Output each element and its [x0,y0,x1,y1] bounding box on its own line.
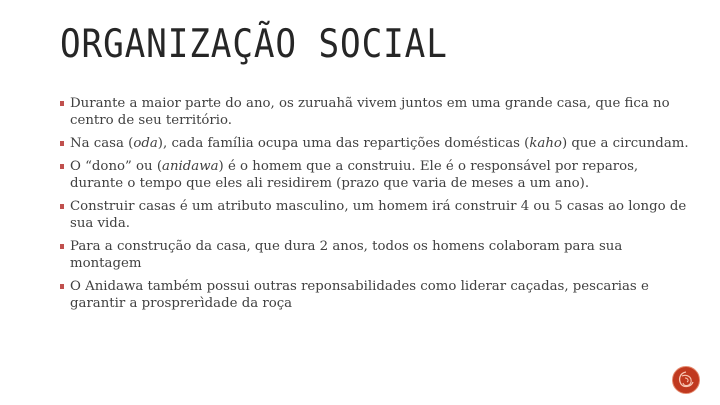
bullet-text: ), cada família ocupa uma das repartições domésticas ( [157,135,530,151]
bullet-text: Durante a maior parte do ano, os zuruahã vivem juntos em uma grande casa, que fica no centro de seu território. [70,96,670,128]
bullet-term: kaho [529,135,562,151]
bullet-text: O “dono” ou ( [70,159,163,175]
bullet-item [60,279,692,313]
bullet-marker-icon [60,204,64,209]
bullet-text: ) é o homem que a construiu. Ele é o responsável por reparos, durante o tempo que eles ali residirem (prazo que varia de meses a um ano). [70,159,639,191]
bullet-item [60,239,692,273]
bullet-text: ) que a circundam. [561,135,689,151]
bullet-marker-icon [60,244,64,249]
swirl-logo-graphic [673,367,699,393]
swirl-logo-icon [672,366,700,394]
bullet-text: Na casa ( [70,135,134,151]
bullet-list [60,96,692,319]
bullet-marker-icon [60,141,64,146]
bullet-item [60,136,692,153]
bullet-item [60,199,692,233]
bullet-marker-icon [60,164,64,169]
bullet-term: oda [133,135,158,151]
bullet-term: anidawa [162,159,219,175]
bullet-text: Construir casas é um atributo masculino, um homem irá construir 4 ou 5 casas ao longo de sua vida. [70,199,687,231]
bullet-marker-icon [60,284,64,289]
bullet-marker-icon [60,101,64,106]
bullet-item [60,96,692,130]
bullet-item [60,159,692,193]
bullet-text: O Anidawa também possui outras reponsabilidades como liderar caçadas, pescarias e garantir a prosprerìdade da roça [70,279,649,311]
slide-title: ORGANIZAÇÃO SOCIAL [60,22,448,67]
bullet-text: Para a construção da casa, que dura 2 anos, todos os homens colaboram para sua montagem [70,239,623,271]
